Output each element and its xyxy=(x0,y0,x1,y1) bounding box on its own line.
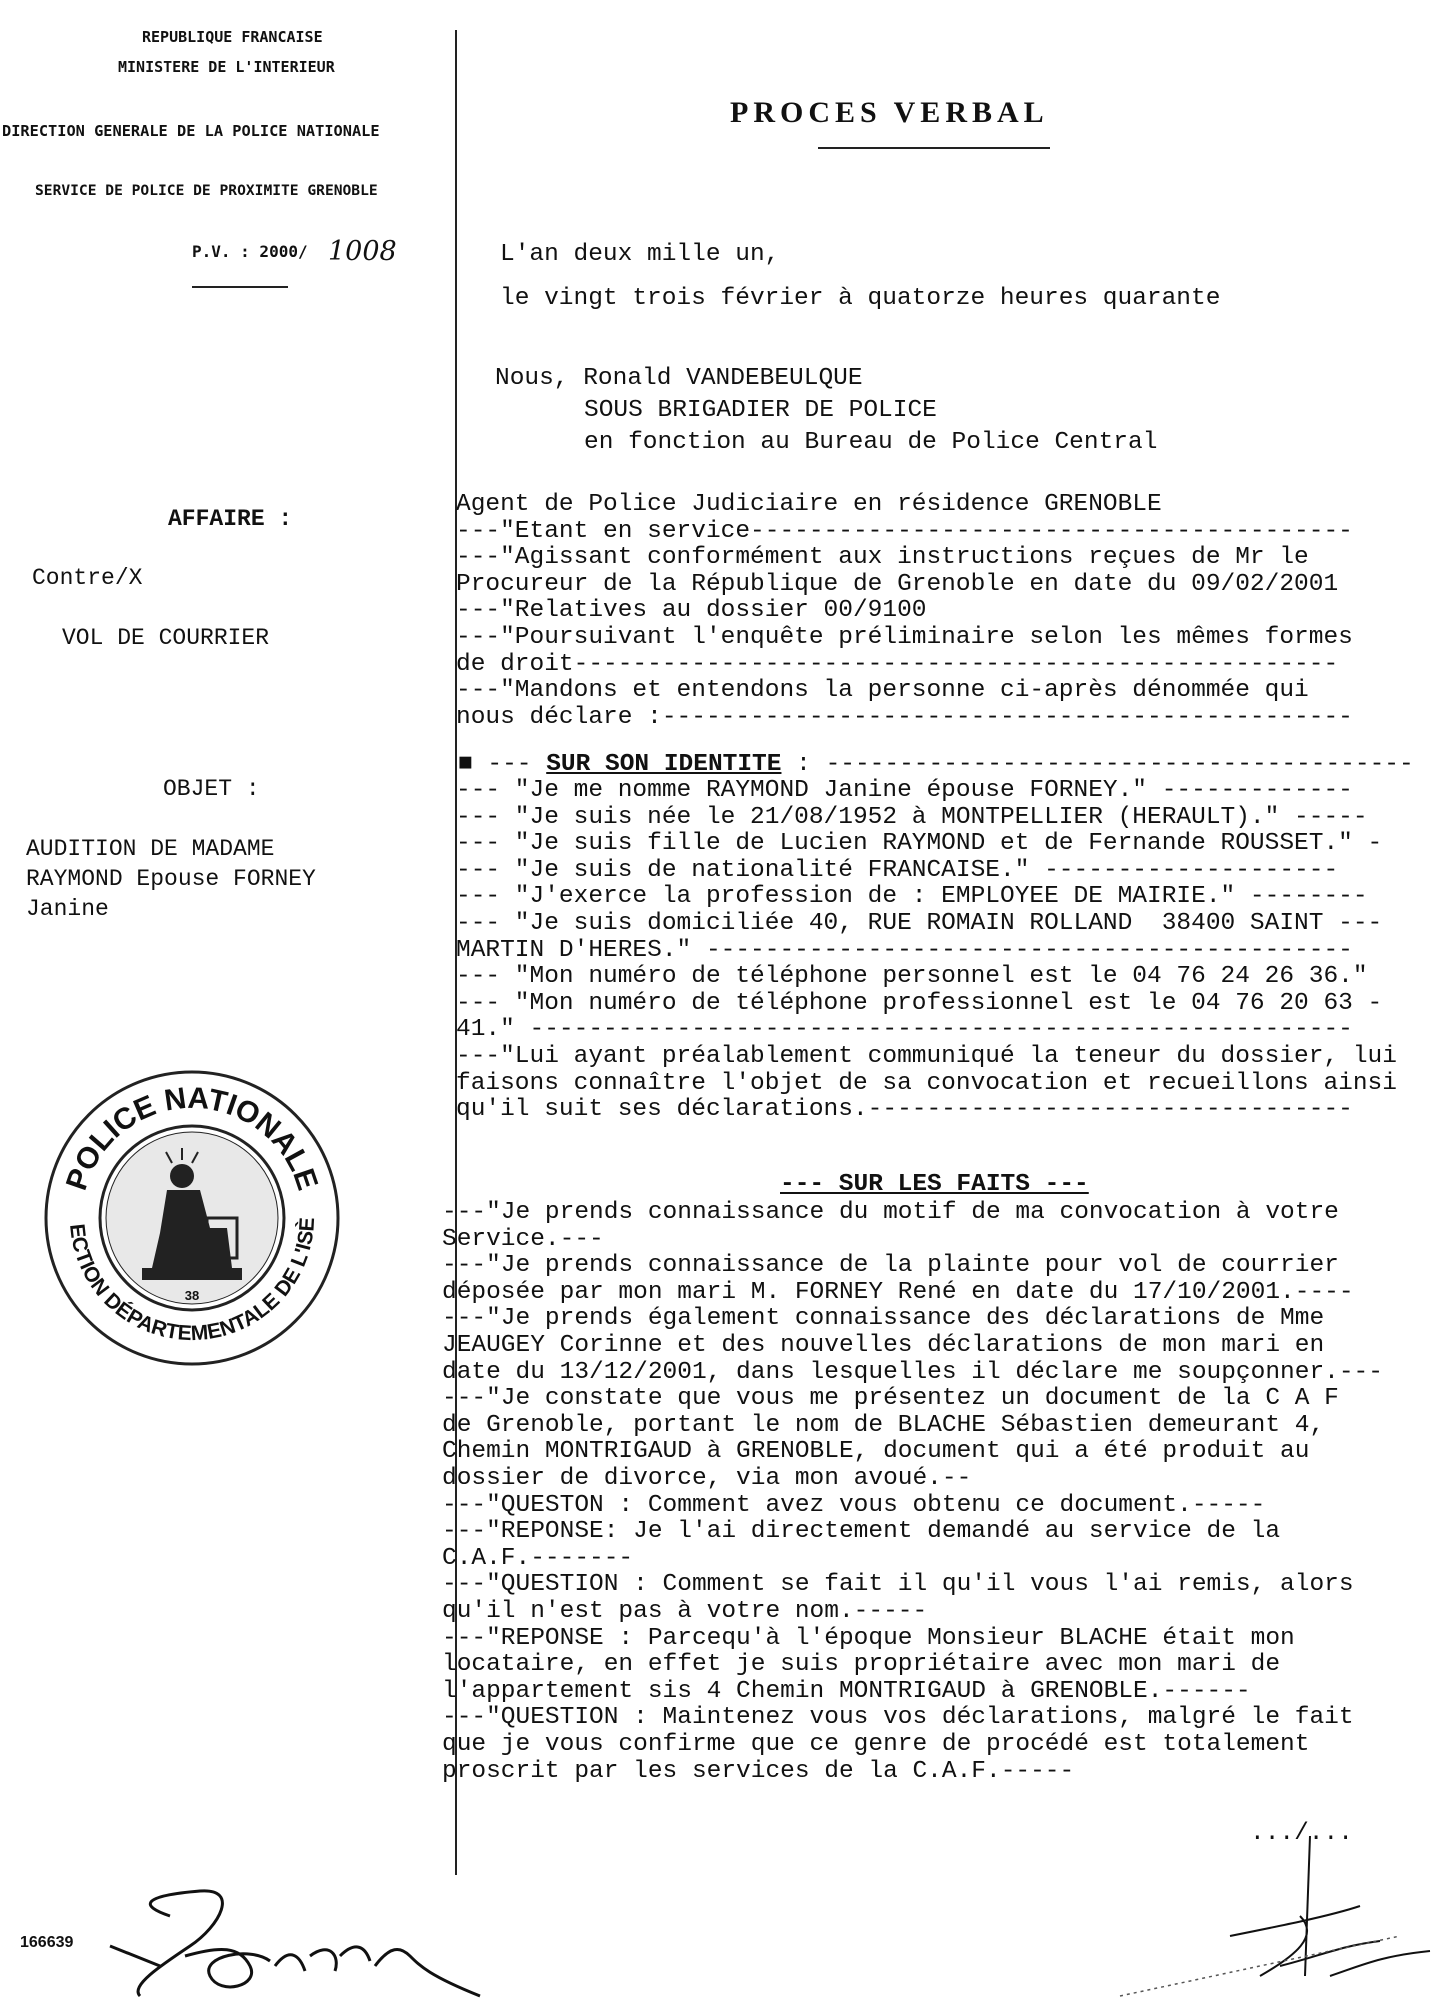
statement-line: Agent de Police Judiciaire en résidence GRENOBLE xyxy=(456,491,1162,518)
statement-line: ---"QUESTION : Maintenez vous vos déclarations, malgré le fait xyxy=(442,1704,1354,1732)
republic-header: REPUBLIQUE FRANCAISE xyxy=(142,28,323,46)
statement-line: qu'il n'est pas à votre nom.----- xyxy=(442,1598,928,1625)
statement-line: C.A.F.------- xyxy=(442,1544,634,1572)
statement-line: ---"Je prends également connaissance des déclarations de Mme xyxy=(442,1305,1325,1333)
statement-line: ---"REPONSE : Parcequ'à l'époque Monsieur BLACHE était mon xyxy=(442,1624,1295,1652)
continued-marker: .../... xyxy=(1250,1820,1353,1847)
identity-heading-suffix: : ---------------------------------------- xyxy=(781,751,1414,778)
officer-line-2: SOUS BRIGADIER DE POLICE xyxy=(584,397,937,424)
statement-line: ---"QUESTON : Comment avez vous obtenu ce document.----- xyxy=(442,1491,1266,1519)
date-line-1: L'an deux mille un, xyxy=(500,241,780,268)
statement-line: --- "Mon numéro de téléphone professionnel est le 04 76 20 63 - xyxy=(456,989,1383,1017)
statement-line: JEAUGEY Corinne et des nouvelles déclarations de mon mari en xyxy=(442,1332,1325,1359)
statement-line: --- "Je me nomme RAYMOND Janine épouse FORNEY." ------------- xyxy=(456,777,1353,804)
statement-line: Procureur de la République de Grenoble en date du 09/02/2001 xyxy=(456,570,1339,598)
statement-line: ---"Poursuivant l'enquête préliminaire selon les mêmes formes xyxy=(456,624,1353,651)
statement-line: ---"Agissant conformément aux instructions reçues de Mr le xyxy=(456,544,1309,572)
statement-line: --- "Mon numéro de téléphone personnel est le 04 76 24 26 36." xyxy=(456,963,1368,991)
pv-rule xyxy=(192,286,288,288)
statement-line: ---"Etant en service----------------------------------------- xyxy=(456,517,1353,545)
statement-line: --- "Je suis née le 21/08/1952 à MONTPELLIER (HERAULT)." ----- xyxy=(456,803,1368,831)
objet-line-3: Janine xyxy=(26,896,109,922)
statement-line: ---"REPONSE: Je l'ai directement demandé au service de la xyxy=(442,1518,1281,1546)
ministry-header: MINISTERE DE L'INTERIEUR xyxy=(118,58,335,76)
statement-line: 41." -------------------------------------------------------- xyxy=(456,1016,1353,1044)
officer-line-1: Nous, Ronald VANDEBEULQUE xyxy=(495,365,863,392)
statement-line: l'appartement sis 4 Chemin MONTRIGAUD à GRENOBLE.------ xyxy=(442,1677,1251,1705)
objet-label: OBJET : xyxy=(163,776,260,802)
identity-heading-prefix: ■ --- xyxy=(458,751,547,778)
statement-line: proscrit par les services de la C.A.F.----- xyxy=(442,1757,1075,1785)
statement-line: ---"Mandons et entendons la personne ci-après dénommée qui xyxy=(456,677,1309,705)
date-line-2: le vingt trois février à quatorze heures quarante xyxy=(500,285,1221,312)
affaire-line-2: VOL DE COURRIER xyxy=(62,625,270,651)
statement-line: date du 13/12/2001, dans lesquelles il déclare me soupçonner.--- xyxy=(442,1358,1383,1386)
statement-line: faisons connaître l'objet de sa convocation et recueillons ainsi xyxy=(456,1069,1397,1097)
statement-line: nous déclare :----------------------------------------------- xyxy=(456,703,1353,731)
direction-header: DIRECTION GENERALE DE LA POLICE NATIONALE xyxy=(2,122,380,140)
affaire-line-1: Contre/X xyxy=(32,565,143,591)
statement-line: ---"Lui ayant préalablement communiqué la teneur du dossier, lui xyxy=(456,1043,1397,1070)
statement-line: ---"Je prends connaissance du motif de ma convocation à votre xyxy=(442,1199,1339,1226)
identity-heading-title: SUR SON IDENTITE xyxy=(546,751,782,778)
statement-line: de droit---------------------------------------------------- xyxy=(456,650,1339,678)
facts-heading: --- SUR LES FAITS --- xyxy=(780,1171,1089,1198)
signature-right xyxy=(1080,1826,1440,2001)
statement-line: --- "Je suis de nationalité FRANCAISE." -------------------- xyxy=(456,856,1339,884)
stamp-bottom-text: ECTION DÉPARTEMENTALE DE L'ISÈ xyxy=(65,1216,320,1346)
statement-line: locataire, en effet je suis propriétaire avec mon mari de xyxy=(442,1651,1281,1679)
objet-line-1: AUDITION DE MADAME xyxy=(26,836,275,862)
stamp-top-text: POLICE NATIONALE xyxy=(60,1081,324,1195)
officer-line-3: en fonction au Bureau de Police Central xyxy=(584,429,1158,456)
statement-line: qu'il suit ses déclarations.--------------------------------- xyxy=(456,1096,1353,1124)
statement-line: MARTIN D'HERES." -------------------------------------------- xyxy=(456,936,1353,964)
statement-line: dossier de divorce, via mon avoué.-- xyxy=(442,1465,972,1492)
statement-line: déposée par mon mari M. FORNEY René en date du 17/10/2001.---- xyxy=(442,1278,1354,1306)
statement-line: Chemin MONTRIGAUD à GRENOBLE, document qui a été produit au xyxy=(442,1438,1310,1466)
statement-line: ---"Relatives au dossier 00/9100 xyxy=(456,597,927,625)
pv-number-handwritten: 1008 xyxy=(328,236,397,267)
affaire-label: AFFAIRE : xyxy=(168,506,293,532)
statement-line: de Grenoble, portant le nom de BLACHE Sébastien demeurant 4, xyxy=(442,1411,1325,1439)
objet-line-2: RAYMOND Epouse FORNEY xyxy=(26,866,316,892)
document-body xyxy=(442,0,1432,2001)
statement-line: ---"QUESTION : Comment se fait il qu'il vous l'ai remis, alors xyxy=(442,1571,1354,1599)
statement-line: --- "Je suis fille de Lucien RAYMOND et de Fernande ROUSSET." - xyxy=(456,830,1383,858)
pv-label: P.V. : 2000/ xyxy=(192,242,308,261)
statement-line: --- "Je suis domiciliée 40, RUE ROMAIN ROLLAND 38400 SAINT --- xyxy=(456,910,1383,937)
statement-line: que je vous confirme que ce genre de procédé est totalement xyxy=(442,1731,1310,1758)
identity-heading xyxy=(458,752,1414,778)
police-stamp xyxy=(42,1068,342,1368)
signature-left xyxy=(100,1886,500,2001)
statement-line: Service.--- xyxy=(442,1225,604,1253)
statement-line: ---"Je prends connaissance de la plainte pour vol de courrier xyxy=(442,1252,1339,1280)
statement-line: ---"Je constate que vous me présentez un document de la C A F xyxy=(442,1385,1339,1413)
stamp-number: 38 xyxy=(184,1288,200,1303)
page-title: PROCES VERBAL xyxy=(730,96,1049,129)
form-number: 166639 xyxy=(20,1934,74,1951)
service-header: SERVICE DE POLICE DE PROXIMITE GRENOBLE xyxy=(35,182,378,199)
statement-line: --- "J'exerce la profession de : EMPLOYEE DE MAIRIE." -------- xyxy=(456,883,1368,911)
